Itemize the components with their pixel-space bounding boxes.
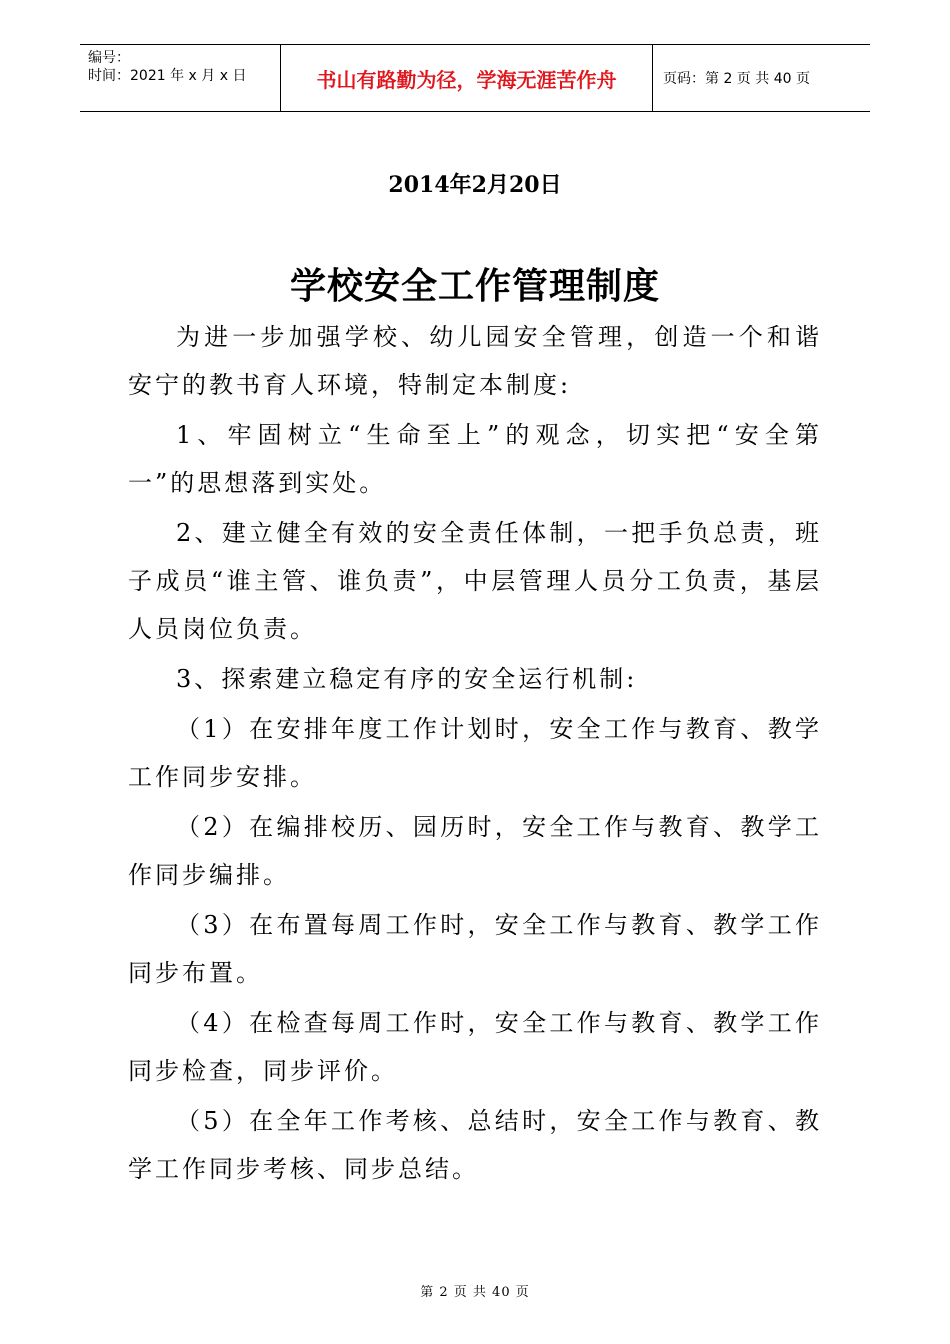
header-motto: 书山有路勤为径，学海无涯苦作舟 bbox=[281, 45, 653, 111]
header-page-info: 页码：第 2 页 共 40 页 bbox=[663, 71, 810, 87]
page-header bbox=[80, 44, 870, 112]
header-code-label: 编号： bbox=[88, 50, 130, 66]
document-date: 2014年2月20日 bbox=[388, 172, 562, 198]
paragraph-intro: 为进一步加强学校、幼儿园安全管理，创造一个和谐安宁的教书育人环境，特制定本制度: bbox=[128, 323, 822, 399]
document-body bbox=[128, 313, 822, 1193]
paragraph-3-3: （3）在布置每周工作时，安全工作与教育、教学工作同步布置。 bbox=[128, 911, 822, 987]
paragraph-1: 1、牢固树立“生命至上”的观念，切实把“安全第一”的思想落到实处。 bbox=[128, 421, 822, 497]
paragraph-2: 2、建立健全有效的安全责任体制，一把手负总责，班子成员“谁主管、谁负责”，中层管理人员分工负责，基层人员岗位负责。 bbox=[128, 519, 822, 643]
paragraph-3-5: （5）在全年工作考核、总结时，安全工作与教育、教学工作同步考核、同步总结。 bbox=[128, 1107, 822, 1183]
page-footer: 第 2 页 共 40 页 bbox=[420, 1285, 530, 1300]
document-title: 学校安全工作管理制度 bbox=[289, 265, 660, 307]
paragraph-3-4: （4）在检查每周工作时，安全工作与教育、教学工作同步检查，同步评价。 bbox=[128, 1009, 822, 1085]
paragraph-3-2: （2）在编排校历、园历时，安全工作与教育、教学工作同步编排。 bbox=[128, 813, 822, 889]
paragraph-3: 3、探索建立稳定有序的安全运行机制: bbox=[176, 665, 638, 693]
header-time-label: 时间：2021 年 x 月 x 日 bbox=[88, 68, 247, 84]
header-meta bbox=[80, 45, 281, 111]
paragraph-3-1: （1）在安排年度工作计划时，安全工作与教育、教学工作同步安排。 bbox=[128, 715, 822, 791]
